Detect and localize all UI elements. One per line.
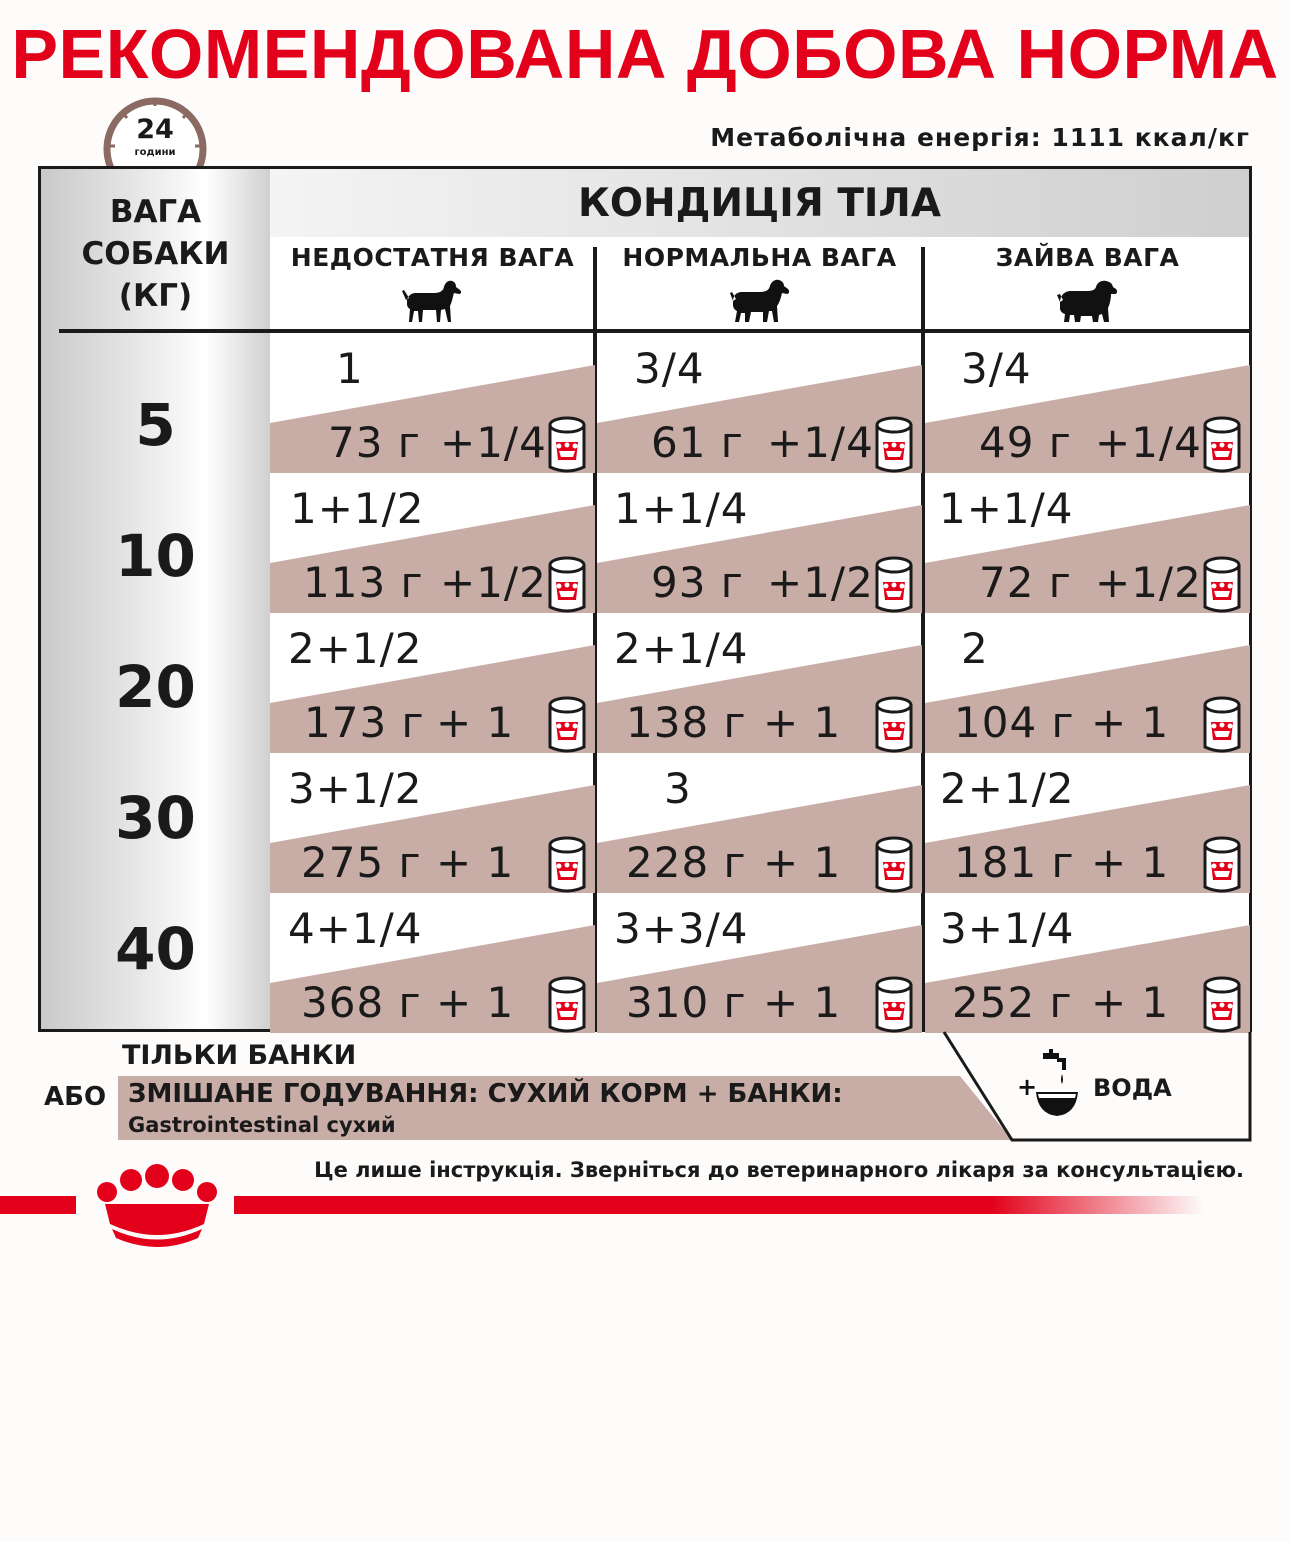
grams: 138 г xyxy=(626,698,747,747)
grams: 252 г xyxy=(952,978,1073,1027)
dog-weight-40: 40 xyxy=(115,915,196,983)
dry-cups: 3+3/4 xyxy=(614,904,749,953)
dog-weight-30: 30 xyxy=(115,784,196,852)
metabolic-energy: Метаболічна енергія: 1111 ккал/кг xyxy=(710,123,1250,152)
extra-cans: +1/2 xyxy=(1095,558,1202,607)
extra-cans: +1/2 xyxy=(440,558,547,607)
dry-cups: 3 xyxy=(664,764,692,813)
dry-cups: 3/4 xyxy=(961,344,1032,393)
column-label: ЗАЙВА ВАГА xyxy=(995,243,1180,272)
grams: 113 г xyxy=(303,558,424,607)
grams: 61 г xyxy=(651,418,744,467)
extra-cans: + 1 xyxy=(1091,838,1170,887)
dry-cups: 3+1/2 xyxy=(288,764,423,813)
disclaimer: Це лише інструкція. Зверніться до ветеринарного лікаря за консультацією. xyxy=(314,1158,1244,1182)
dry-cups: 2+1/4 xyxy=(614,624,749,673)
extra-cans: + 1 xyxy=(763,698,842,747)
grams: 49 г xyxy=(979,418,1072,467)
grams: 72 г xyxy=(979,558,1072,607)
clock-number: 24 xyxy=(136,114,174,145)
water-plus: + xyxy=(1017,1073,1038,1101)
extra-cans: +1/4 xyxy=(1095,418,1202,467)
weight-header-line: СОБАКИ xyxy=(81,236,230,272)
clock-caption: години xyxy=(134,147,176,158)
grams: 93 г xyxy=(651,558,744,607)
grams: 275 г xyxy=(301,838,422,887)
dog-weight-5: 5 xyxy=(135,391,176,459)
extra-cans: + 1 xyxy=(436,838,515,887)
condition-title: КОНДИЦІЯ ТІЛА xyxy=(577,181,942,226)
dry-cups: 2 xyxy=(961,624,989,673)
grams: 73 г xyxy=(328,418,421,467)
weight-header-line: (КГ) xyxy=(118,278,193,314)
dry-cups: 2+1/2 xyxy=(940,764,1075,813)
extra-cans: + 1 xyxy=(1091,978,1170,1027)
page-title: РЕКОМЕНДОВАНА ДОБОВА НОРМА xyxy=(11,15,1279,93)
dry-cups: 1+1/2 xyxy=(290,484,425,533)
extra-cans: + 1 xyxy=(763,978,842,1027)
only-cans-label: ТІЛЬКИ БАНКИ xyxy=(122,1040,357,1071)
extra-cans: +1/2 xyxy=(767,558,874,607)
grams: 104 г xyxy=(954,698,1075,747)
extra-cans: +1/4 xyxy=(767,418,874,467)
faucet-bowl-icon xyxy=(1036,1049,1078,1116)
dry-food-name: Gastrointestinal сухий xyxy=(128,1113,396,1137)
grams: 228 г xyxy=(626,838,747,887)
dry-cups: 1+1/4 xyxy=(939,484,1074,533)
dry-cups: 3/4 xyxy=(634,344,705,393)
grams: 310 г xyxy=(626,978,747,1027)
grams: 173 г xyxy=(304,698,425,747)
dry-cups: 3+1/4 xyxy=(940,904,1075,953)
column-label: НЕДОСТАТНЯ ВАГА xyxy=(290,243,575,272)
grams: 181 г xyxy=(954,838,1075,887)
dry-cups: 1 xyxy=(336,344,364,393)
dry-cups: 1+1/4 xyxy=(614,484,749,533)
mixed-feeding-label: ЗМІШАНЕ ГОДУВАННЯ: СУХИЙ КОРМ + БАНКИ: xyxy=(128,1079,843,1109)
dry-cups: 4+1/4 xyxy=(288,904,423,953)
grams: 368 г xyxy=(301,978,422,1027)
weight-header-line: ВАГА xyxy=(109,194,202,230)
dog-weight-10: 10 xyxy=(115,522,196,590)
column-label: НОРМАЛЬНА ВАГА xyxy=(622,243,897,272)
extra-cans: +1/4 xyxy=(440,418,547,467)
dry-cups: 2+1/2 xyxy=(288,624,423,673)
extra-cans: + 1 xyxy=(1091,698,1170,747)
brand-stripe-left xyxy=(0,1196,76,1214)
or-label: АБО xyxy=(44,1082,107,1112)
extra-cans: + 1 xyxy=(436,698,515,747)
royal-canin-crown-logo xyxy=(97,1164,217,1247)
extra-cans: + 1 xyxy=(436,978,515,1027)
dog-weight-20: 20 xyxy=(115,653,196,721)
brand-stripe-right xyxy=(234,1196,1204,1214)
extra-cans: + 1 xyxy=(763,838,842,887)
water-label: ВОДА xyxy=(1093,1074,1172,1102)
